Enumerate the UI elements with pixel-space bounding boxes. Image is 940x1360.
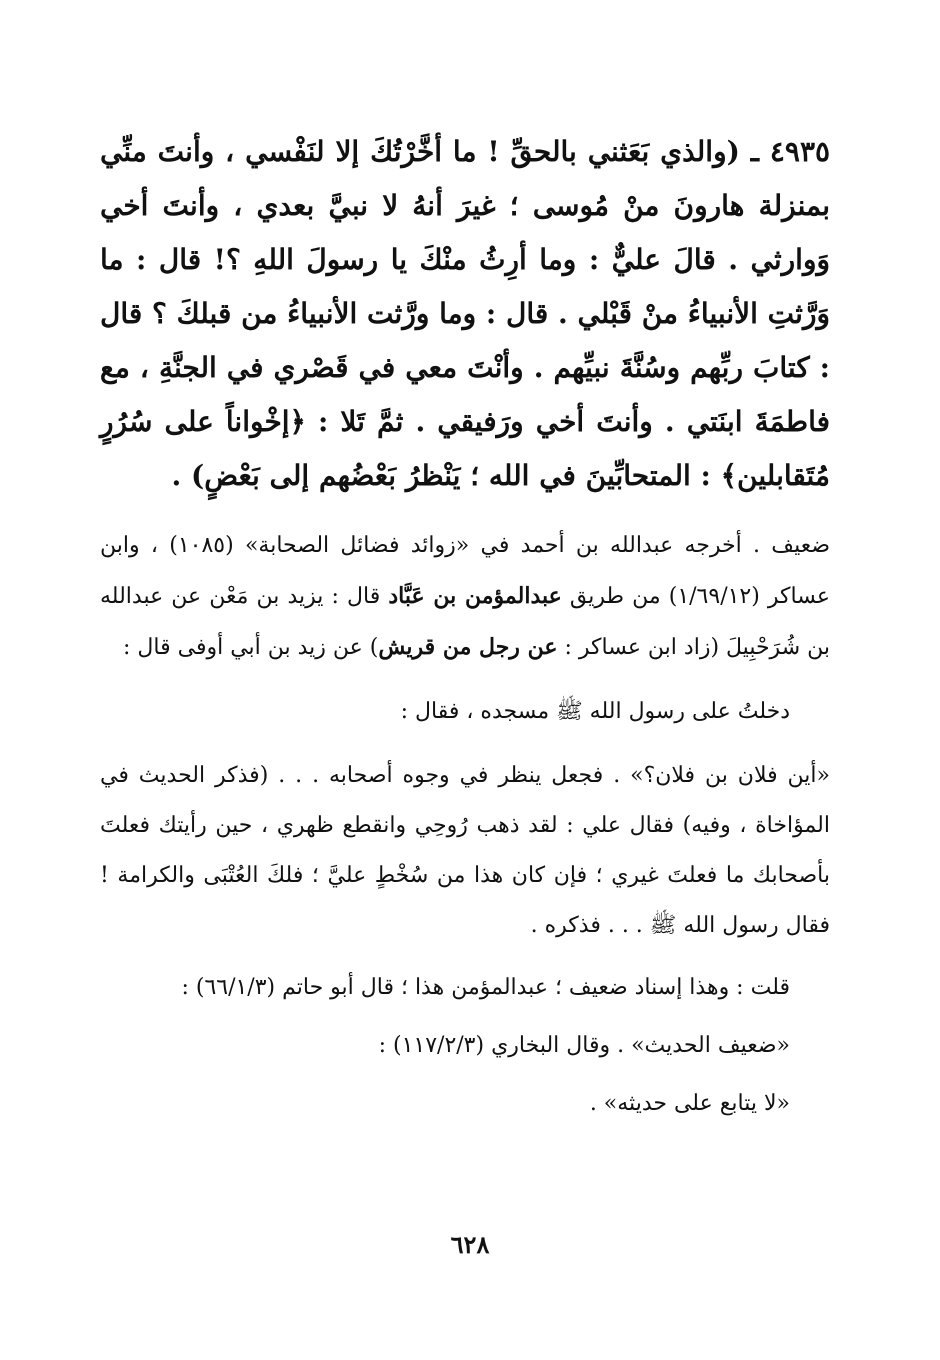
comment-line-3: «لا يتابع على حديثه» .	[589, 1091, 790, 1116]
takhrij-narrator-2: عن رجل من قريش	[378, 634, 558, 660]
takhrij-part-2: قال : يزيد بن مَعْن عن عبدالله بن شُرَحْبِيلَ (زاد ابن عساكر :	[100, 584, 830, 660]
takhrij-part-3: ) عن زيد بن أبي أوفى قال :	[123, 635, 379, 660]
comment-line-2: «ضعيف الحديث» . وقال البخاري (١١٧/٢/٣) :	[378, 1033, 790, 1058]
narration-paragraph: «أين فلان بن فلان؟» . فجعل ينظر في وجوه أصحابه . . . (فذكر الحديث في المؤاخاة ، وفيه) فقال علي : لقد ذهب رُوحِي وانقطع ظهري ، حين رأيتك فعلتَ بأصحابك ما فعلتَ غيري ؛ فإن كان هذا من سُخْطٍ عليَّ ؛ فلكَ العُتْبَى والكرامة ! فقال رسول الله ﷺ . . . فذكره .	[100, 763, 830, 938]
takhrij-paragraph	[100, 521, 830, 673]
comment-block	[100, 963, 790, 1129]
comment-line-1: قلت : وهذا إسناد ضعيف ؛ عبدالمؤمن هذا ؛ قال أبو حاتم (٦٦/١/٣) :	[181, 975, 790, 1000]
page-content	[100, 125, 830, 1137]
hadith-text-block	[100, 125, 830, 503]
takhrij-part-1: ضعيف . أخرجه عبدالله بن أحمد في «زوائد فضائل الصحابة» (١٠٨٥) ، وابن عساكر (١/٦٩/١٢) من طريق	[100, 533, 830, 609]
page-number: ٦٢٨	[450, 1230, 490, 1259]
hadith-number: ٤٩٣٥ ـ	[750, 135, 831, 168]
takhrij-narrator-1: عبدالمؤمن بن عَبَّاد	[388, 583, 562, 609]
hadith-text: (والذي بَعَثني بالحقِّ ! ما أخَّرْتُكَ إلا لنَفْسي ، وأنتَ منِّي بمنزلة هارونَ منْ مُوسى ؛ غيرَ أنهُ لا نبيَّ بعدي ، وأنتَ أخي وَوارثي . قالَ عليٌّ : وما أرِثُ منْكَ يا رسولَ اللهِ ؟! قال : ما وَرَّثتِ الأنبياءُ منْ قَبْلي . قال : وما ورَّثت الأنبياءُ من قبلكَ ؟ قال : كتابَ ربِّهم وسُنَّةَ نبيِّهم . وأنْتَ معي في قَصْري في الجنَّةِ ، مع فاطمَةَ ابنَتي . وأنتَ أخي ورَفيقي . ثمَّ تَلا : ﴿إخْواناً على سُرُرٍ مُتَقابلين﴾ : المتحابِّينَ في الله ؛ يَنْظرُ بَعْضُهم إلى بَعْضٍ) .	[100, 135, 830, 492]
quote-intro-line: دخلتُ على رسول الله ﷺ مسجده ، فقال :	[400, 699, 790, 724]
